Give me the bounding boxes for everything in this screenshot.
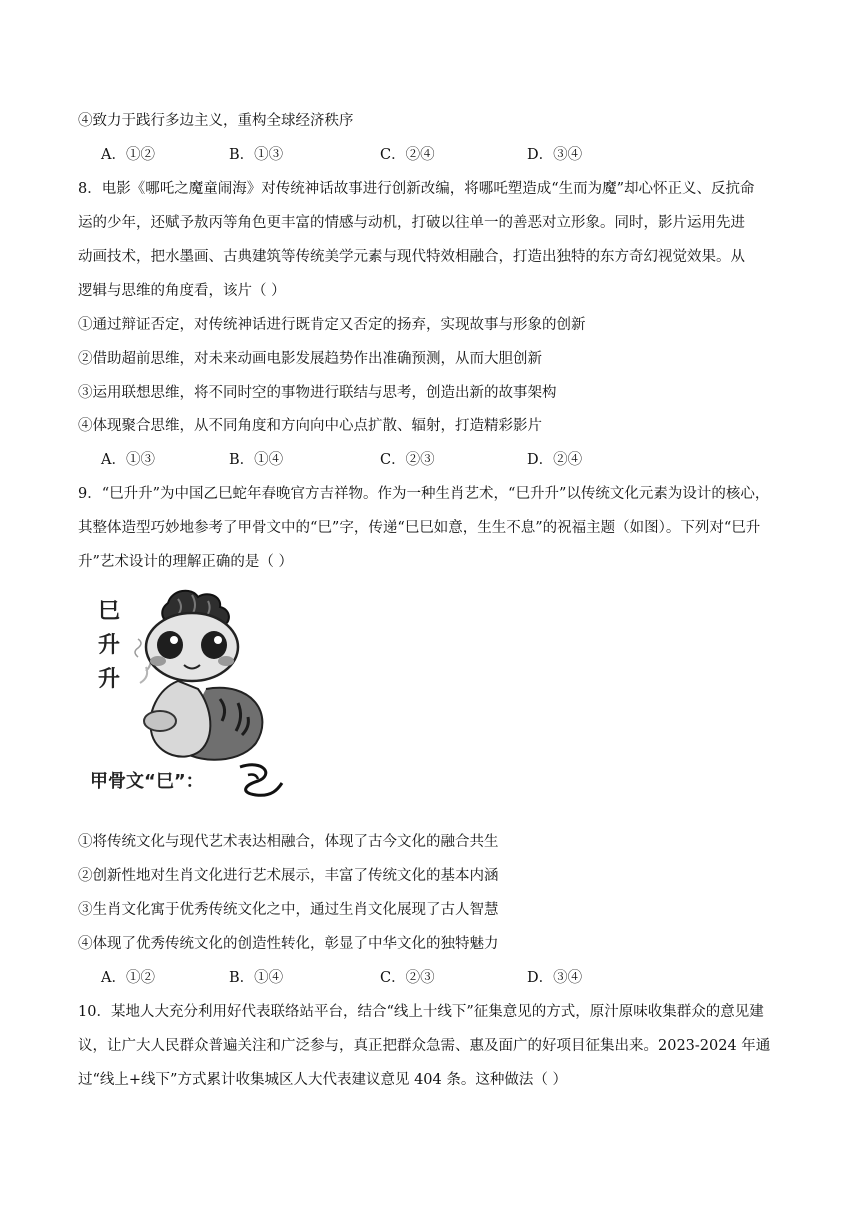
- q8-option-b[interactable]: B．①④: [229, 452, 284, 468]
- mascot-label-char-3: 升: [97, 667, 120, 692]
- q8-option-c[interactable]: C．②③: [380, 452, 435, 468]
- q9-options: [101, 968, 701, 988]
- q10-stem-line-1: 10．某地人大充分利用好代表联络站平台，结合“线上十线下”征集意见的方式，原汁原味收集群众的意见建: [78, 1004, 764, 1020]
- q8-statement-1: ①通过辩证否定，对传统神话进行既肯定又否定的扬弃，实现故事与形象的创新: [78, 317, 586, 333]
- q9-statement-1: ①将传统文化与现代艺术表达相融合，体现了古今文化的融合共生: [78, 834, 499, 850]
- q8-statement-2: ②借助超前思维，对未来动画电影发展趋势作出准确预测，从而大胆创新: [78, 351, 542, 367]
- q9-statement-2: ②创新性地对生肖文化进行艺术展示，丰富了传统文化的基本内涵: [78, 868, 499, 884]
- q10-stem-line-2: 议，让广大人民群众普遍关注和广泛参与，真正把群众急需、惠及面广的好项目征集出来。2023-2024 年通: [78, 1038, 771, 1054]
- q8-stem-line-4: 逻辑与思维的角度看，该片（ ）: [78, 283, 286, 299]
- q9-stem-line-1: 9．“巳升升”为中国乙巳蛇年春晚官方吉祥物。作为一种生肖艺术，“巳升升”以传统文化元素为设计的核心，: [78, 486, 770, 502]
- q9-option-d[interactable]: D．③④: [527, 970, 583, 986]
- q8-option-a[interactable]: A．①③: [101, 452, 155, 468]
- q7-option-a[interactable]: A．①②: [101, 147, 155, 163]
- q8-option-d[interactable]: D．②④: [527, 452, 583, 468]
- q7-option-b[interactable]: B．①③: [229, 147, 284, 163]
- mascot-figure: [88, 585, 288, 803]
- q8-stem-line-2: 运的少年，还赋予敖丙等角色更丰富的情感与动机，打破以往单一的善恶对立形象。同时，影片运用先进: [78, 215, 745, 231]
- q9-stem-line-2: 其整体造型巧妙地参考了甲骨文中的“巳”字，传递“巳巳如意，生生不息”的祝福主题（如图）。下列对“巳升: [78, 520, 761, 536]
- mascot-label-char-1: 巳: [97, 599, 120, 624]
- q9-statement-4: ④体现了优秀传统文化的创造性转化，彰显了中华文化的独特魅力: [78, 936, 499, 952]
- mascot-vertical-label: [92, 595, 126, 697]
- q9-statement-3: ③生肖文化寓于优秀传统文化之中，通过生肖文化展现了古人智慧: [78, 902, 499, 918]
- q8-statement-4: ④体现聚合思维，从不同角度和方向向中心点扩散、辐射，打造精彩影片: [78, 418, 542, 434]
- q9-option-c[interactable]: C．②③: [380, 970, 435, 986]
- mascot-label-char-2: 升: [97, 633, 120, 658]
- q8-statement-3: ③运用联想思维，将不同时空的事物进行联结与思考，创造出新的故事架构: [78, 385, 557, 401]
- q9-stem-line-3: 升”艺术设计的理解正确的是（ ）: [78, 554, 294, 570]
- q10-stem-line-3: 过“线上+线下”方式累计收集城区人大代表建议意见 404 条。这种做法（ ）: [78, 1072, 567, 1088]
- q8-options: [101, 450, 701, 470]
- q7-options: [101, 145, 701, 165]
- q8-stem-line-1: 8．电影《哪吒之魔童闹海》对传统神话故事进行创新改编，将哪吒塑造成“生而为魔”却心怀正义、反抗命: [78, 181, 755, 197]
- oracle-bone-caption: 甲骨文“巳”：: [90, 771, 204, 792]
- q7-option-d[interactable]: D．③④: [527, 147, 583, 163]
- q8-stem-line-3: 动画技术，把水墨画、古典建筑等传统美学元素与现代特效相融合，打造出独特的东方奇幻视觉效果。从: [78, 249, 745, 265]
- q7-option-c[interactable]: C．②④: [380, 147, 435, 163]
- q9-option-a[interactable]: A．①②: [101, 970, 155, 986]
- q9-option-b[interactable]: B．①④: [229, 970, 284, 986]
- q7-statement-4: ④致力于践行多边主义，重构全球经济秩序: [78, 113, 354, 129]
